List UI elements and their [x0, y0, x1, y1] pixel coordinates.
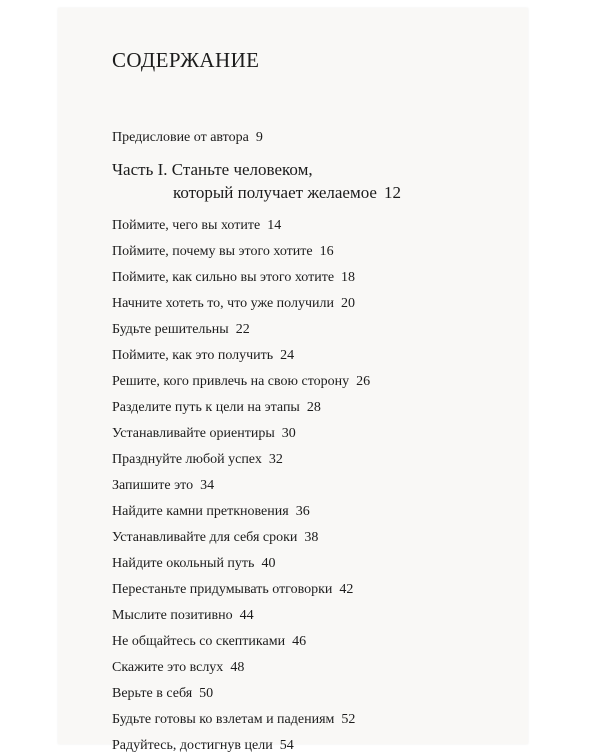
toc-entry — [112, 582, 353, 598]
toc-entry — [112, 608, 254, 624]
entry-page: 20 — [340, 296, 355, 311]
entry-page: 36 — [295, 504, 310, 519]
entry-label: Радуйтесь, достигнув цели — [112, 738, 273, 753]
toc-entry — [112, 244, 334, 260]
toc-entry — [112, 530, 318, 546]
entry-page: 24 — [280, 348, 295, 363]
entry-page: 32 — [268, 452, 283, 467]
entry-label: Устанавливайте ориентиры — [112, 426, 275, 441]
entry-page: 28 — [306, 400, 321, 415]
part-page: 12 — [383, 183, 401, 202]
toc-entry — [112, 218, 281, 234]
entry-page: 14 — [267, 218, 282, 233]
entry-label: Будьте готовы ко взлетам и падениям — [112, 712, 335, 727]
part-heading — [112, 158, 401, 204]
toc-entry — [112, 322, 250, 338]
entry-page: 44 — [239, 608, 254, 623]
toc-entry — [112, 426, 296, 442]
part-title-line2: который получает желаемое — [173, 183, 377, 202]
entry-label: Будьте решительны — [112, 322, 229, 337]
entry-page: 48 — [230, 660, 245, 675]
entry-label: Устанавливайте для себя сроки — [112, 530, 298, 545]
entry-label: Мыслите позитивно — [112, 608, 233, 623]
part-title-line1: Часть I. Станьте человеком, — [112, 160, 313, 179]
entry-page: 50 — [199, 686, 214, 701]
toc-entry — [112, 374, 370, 390]
entry-label: Запишите это — [112, 478, 194, 493]
entry-page: 9 — [255, 130, 263, 145]
entry-label: Начните хотеть то, что уже получили — [112, 296, 334, 311]
toc-entry — [112, 478, 214, 494]
toc-entry — [112, 452, 283, 468]
toc-entry — [112, 296, 355, 312]
toc-entry — [112, 660, 244, 676]
toc-entry-preface — [112, 130, 263, 146]
entry-label: Предисловие от автора — [112, 130, 249, 145]
entry-page: 52 — [341, 712, 356, 727]
entry-label: Разделите путь к цели на этапы — [112, 400, 300, 415]
entry-page: 38 — [304, 530, 319, 545]
entry-page: 54 — [279, 738, 294, 753]
entry-label: Решите, кого привлечь на свою сторону — [112, 374, 350, 389]
toc-entry — [112, 556, 275, 572]
entry-page: 40 — [261, 556, 276, 571]
toc-entry — [112, 504, 310, 520]
entry-page: 42 — [339, 582, 354, 597]
entry-label: Скажите это вслух — [112, 660, 224, 675]
entry-label: Поймите, чего вы хотите — [112, 218, 261, 233]
toc-entry — [112, 400, 321, 416]
entry-page: 30 — [281, 426, 296, 441]
toc-entry — [112, 348, 294, 364]
entry-label: Верьте в себя — [112, 686, 193, 701]
entry-label: Перестаньте придумывать отговорки — [112, 582, 333, 597]
entry-label: Не общайтесь со скептиками — [112, 634, 286, 649]
toc-entry — [112, 738, 294, 754]
entry-label: Поймите, как это получить — [112, 348, 274, 363]
entry-label: Празднуйте любой успех — [112, 452, 262, 467]
toc-entry — [112, 270, 355, 286]
entry-label: Поймите, как сильно вы этого хотите — [112, 270, 335, 285]
toc-entry — [112, 712, 355, 728]
book-page — [58, 8, 528, 753]
entry-label: Найдите камни преткновения — [112, 504, 289, 519]
entry-page: 26 — [356, 374, 371, 389]
entry-page: 34 — [200, 478, 215, 493]
entry-page: 46 — [292, 634, 307, 649]
toc-entry — [112, 634, 306, 650]
page-title: СОДЕРЖАНИЕ — [112, 48, 260, 72]
entry-label: Найдите окольный путь — [112, 556, 255, 571]
entry-page: 22 — [235, 322, 250, 337]
entry-page: 16 — [319, 244, 334, 259]
entry-page: 18 — [341, 270, 356, 285]
toc-entry — [112, 686, 213, 702]
entry-label: Поймите, почему вы этого хотите — [112, 244, 313, 259]
